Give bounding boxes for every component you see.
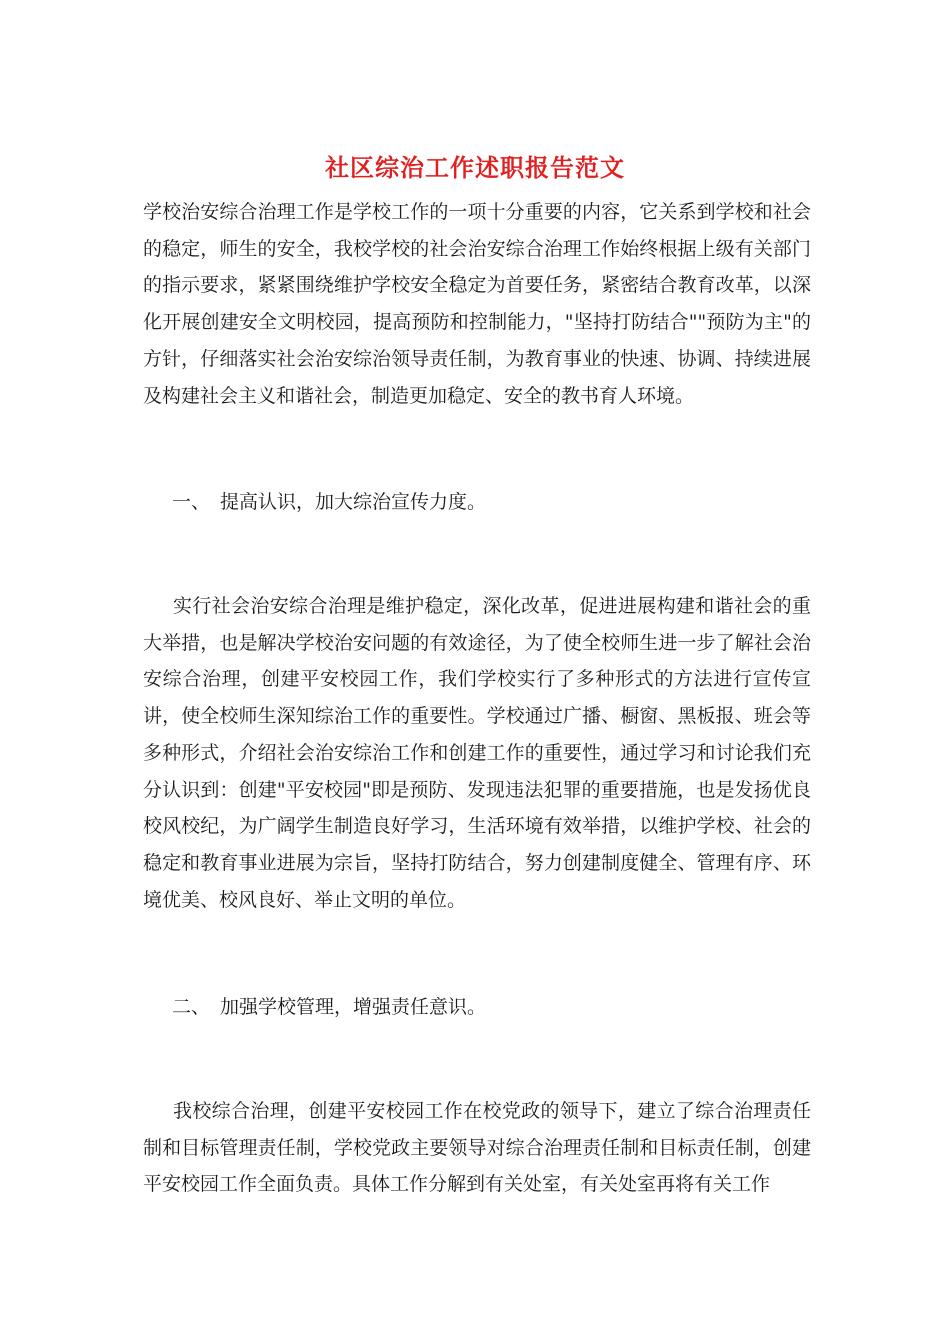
- section-2-number: 二、: [172, 996, 211, 1018]
- section-1-heading-text: 提高认识，加大综治宣传力度。: [220, 491, 487, 513]
- intro-paragraph: 学校治安综合治理工作是学校工作的一项十分重要的内容，它关系到学校和社会的稳定，师生的安全，我校学校的社会治安综合治理工作始终根据上级有关部门的指示要求，紧紧围绕维护学校安全稳定为首要任务，紧密结合教育改革，以深化开展创建安全文明校园，提高预防和控制能力，"坚持打防结合""预防为主"的方针，仔细落实社会治安综治领导责任制，为教育事业的快速、协调、持续进展及构建社会主义和谐社会，制造更加稳定、安全的教书育人环境。: [143, 201, 811, 407]
- section-1-body: 实行社会治安综合治理是维护稳定，深化改革，促进进展构建和谐社会的重大举措，也是解决学校治安问题的有效途径，为了使全校师生进一步了解社会治安综合治理，创建平安校园工作，我们学校实行了多种形式的方法进行宣传宣讲，使全校师生深知综治工作的重要性。学校通过广播、橱窗、黑板报、班会等多种形式，介绍社会治安综治工作和创建工作的重要性，通过学习和讨论我们充分认识到：创建"平安校园"即是预防、发现违法犯罪的重要措施，也是发扬优良校风校纪，为广阔学生制造良好学习，生活环境有效举措，以维护学校、社会的稳定和教育事业进展为宗旨，坚持打防结合，努力创建制度健全、管理有序、环境优美、校风良好、举止文明的单位。: [143, 595, 811, 911]
- section-2-heading: [172, 989, 486, 1025]
- document-title: 社区综治工作述职报告范文: [325, 153, 625, 182]
- section-2-heading-text: 加强学校管理，增强责任意识。: [220, 996, 487, 1018]
- section-1-heading: [172, 484, 486, 520]
- section-1-number: 一、: [172, 491, 211, 513]
- section-2-body: 我校综合治理，创建平安校园工作在校党政的领导下，建立了综合治理责任制和目标管理责任制，学校党政主要领导对综合治理责任制和目标责任制，创建平安校园工作全面负责。具体工作分解到有关处室，有关处室再将有关工作: [143, 1100, 811, 1196]
